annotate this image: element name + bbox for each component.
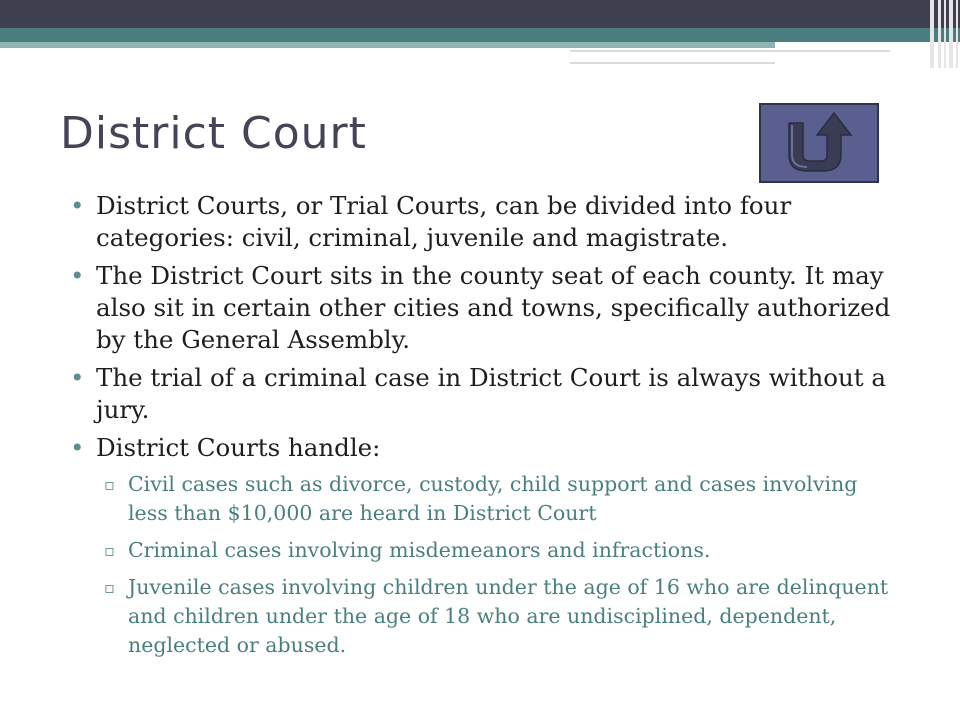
sub-bullet-item: ▫ Civil cases such as divorce, custody, child support and cases involving less than $10,000 are heard in District Court <box>70 470 900 528</box>
header-bar <box>0 0 960 28</box>
sub-bullet-item: ▫ Juvenile cases involving children under the age of 16 who are delinquent and children under the age of 18 who are undisciplined, dependent, neglected or abused. <box>70 573 900 660</box>
return-button[interactable] <box>759 103 879 183</box>
bullet-list <box>70 190 900 668</box>
return-arrow-icon <box>761 105 877 181</box>
header-divider-line <box>570 62 775 64</box>
bullet-item: • District Courts, or Trial Courts, can be divided into four categories: civil, criminal, juvenile and magistrate. <box>70 190 900 254</box>
bullet-item: • District Courts handle: <box>70 432 900 464</box>
sub-bullet-item: ▫ Criminal cases involving misdemeanors and infractions. <box>70 536 900 565</box>
bullet-item: • The trial of a criminal case in District Court is always without a jury. <box>70 362 900 426</box>
header-accent-bar <box>0 28 960 42</box>
header-stripes <box>930 0 960 68</box>
sub-bullet-list <box>70 470 900 660</box>
slide-title: District Court <box>60 108 367 159</box>
bullet-item: • The District Court sits in the county seat of each county. It may also sit in certain other cities and towns, specifically authorized by the General Assembly. <box>70 260 900 356</box>
header-divider-line <box>570 50 890 52</box>
header-accent-bar-light <box>0 42 775 48</box>
